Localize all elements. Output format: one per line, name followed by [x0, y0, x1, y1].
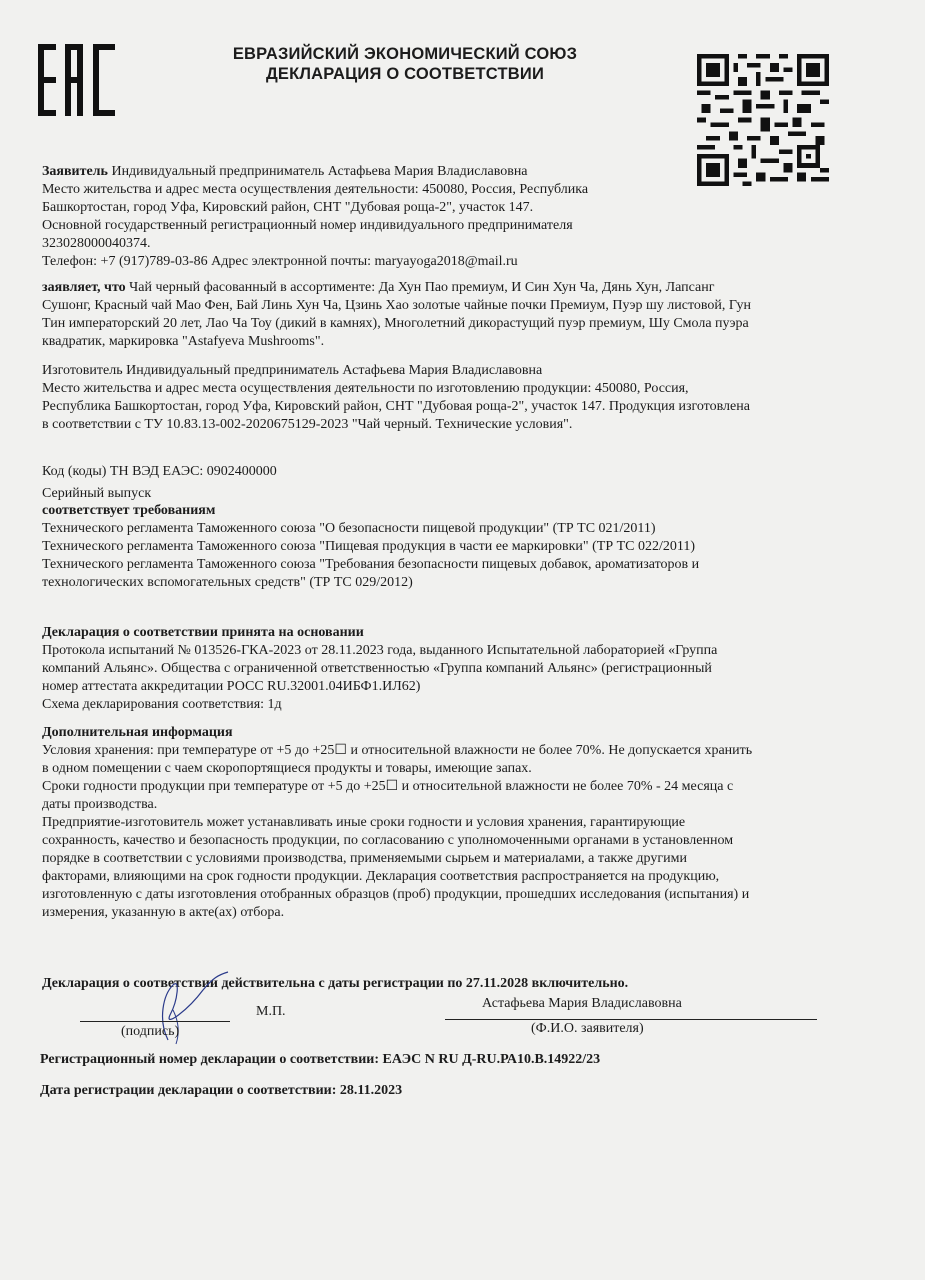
basis-label: Декларация о соответствии принята на основании — [42, 625, 364, 640]
signature-line — [80, 1021, 230, 1022]
declares-label: заявляет, что — [42, 280, 126, 295]
additional-line: порядке в соответствии с условиями производства, применяемыми сырьем и материалами, а также другими — [42, 851, 687, 866]
applicant-ogrn-number: 323028000040374. — [42, 236, 151, 251]
stamp-placeholder: М.П. — [256, 1004, 286, 1019]
title-declaration: ДЕКЛАРАЦИЯ О СООТВЕТСТВИИ — [265, 65, 545, 83]
requirement-line: Технического регламента Таможенного союза "Требования безопасности пищевых добавок, ароматизаторов и — [42, 557, 700, 572]
additional-line: измерения, указанную в акте(ах) отбора. — [42, 905, 285, 920]
basis-line: Протокола испытаний № 013526-ГКА-2023 от 28.11.2023 года, выданного Испытательной лабораторией «Группа — [42, 643, 718, 658]
applicant-name: Индивидуальный предприниматель Астафьева Мария Владиславовна — [107, 164, 528, 179]
additional-line: изготовленную с даты изготовления отобранных образцов (проб) продукции, прошедших исследования (испытания) и — [42, 887, 750, 902]
additional-line: Предприятие-изготовитель может устанавливать иные сроки годности и условия хранения, гарантирующие — [42, 815, 686, 830]
additional-line: факторами, влияющими на срок годности продукции. Декларация соответствия распространяется на продукцию, — [42, 869, 720, 884]
product-line: Чай черный фасованный в ассортименте: Да Хун Пао премиум, И Син Хун Ча, Дянь Хун, Лапсанг — [125, 280, 715, 295]
name-caption: (Ф.И.О. заявителя) — [531, 1021, 644, 1036]
additional-section — [42, 724, 817, 922]
applicant-label: Заявитель — [42, 164, 108, 179]
manufacturer-line: Место жительства и адрес места осуществления деятельности по изготовлению продукции: 450080, Россия, — [42, 381, 689, 396]
additional-line: сохранность, качество и безопасность продукции, по согласованию с уполномоченными органами в установленном — [42, 833, 734, 848]
requirements-label: соответствует требованиям — [42, 503, 216, 518]
applicant-contacts: Телефон: +7 (917)789-03-86 Адрес электронной почты: maryayoga2018@mail.ru — [42, 254, 518, 269]
basis-line: номер аттестата аккредитации РОСС RU.32001.04ИБФ1.ИЛ62) — [42, 679, 421, 694]
name-line — [445, 1019, 817, 1020]
manufacturer-line: в соответствии с ТУ 10.83.13-002-2020675129-2023 "Чай черный. Технические условия". — [42, 417, 573, 432]
applicant-address: Место жительства и адрес места осуществления деятельности: 450080, Россия, Республика — [42, 182, 589, 197]
applicant-ogrn: Основной государственный регистрационный номер индивидуального предпринимателя — [42, 218, 573, 233]
basis-line: компаний Альянс». Общества с ограниченной ответственностью «Группа компаний Альянс» (регистрационный — [42, 661, 712, 676]
validity-statement: Декларация о соответствии действительна с даты регистрации по 27.11.2028 включительно. — [42, 976, 629, 991]
applicant-section — [42, 163, 817, 271]
title-union: ЕВРАЗИЙСКИЙ ЭКОНОМИЧЕСКИЙ СОЮЗ — [232, 45, 578, 63]
requirement-line: Технического регламента Таможенного союза "Пищевая продукция в части ее маркировки" (ТР ТС 022/2011) — [42, 539, 696, 554]
requirement-line: Технического регламента Таможенного союза "О безопасности пищевой продукции" (ТР ТС 021/2011) — [42, 521, 656, 536]
declares-section — [42, 279, 817, 351]
manufacturer-line: Изготовитель Индивидуальный предприниматель Астафьева Мария Владиславовна — [42, 363, 543, 378]
additional-line: Сроки годности продукции при температуре от +5 до +25☐ и относительной влажности не более 70% - 24 месяца с — [42, 779, 734, 794]
codes-section — [42, 461, 817, 505]
eac-logo — [38, 44, 118, 116]
registration-number: Регистрационный номер декларации о соответствии: ЕАЭС N RU Д-RU.РА10.В.14922/23 — [40, 1052, 601, 1067]
signer-name: Астафьева Мария Владиславовна — [482, 996, 682, 1011]
applicant-address-cont: Башкортостан, город Уфа, Кировский район, СНТ "Дубовая роща-2", участок 147. — [42, 200, 534, 215]
additional-label: Дополнительная информация — [42, 725, 233, 740]
basis-section — [42, 624, 817, 714]
manufacturer-line: Республика Башкортостан, город Уфа, Кировский район, СНТ "Дубовая роща-2", участок 147. Продукция изготовлена — [42, 399, 750, 414]
requirement-line: технологических вспомогательных средств" (ТР ТС 029/2012) — [42, 575, 413, 590]
product-line: квадратик, маркировка "Astafyeva Mushrooms". — [42, 334, 325, 349]
manufacturer-section — [42, 362, 817, 434]
additional-line: даты производства. — [42, 797, 158, 812]
additional-line: Условия хранения: при температуре от +5 до +25☐ и относительной влажности не более 70%. Не допускается хранить — [42, 743, 753, 758]
signature-caption: (подпись) — [121, 1024, 180, 1039]
release-type: Серийный выпуск — [42, 486, 152, 501]
scheme-line: Схема декларирования соответствия: 1д — [42, 697, 282, 712]
product-line: Сушонг, Красный чай Мао Фен, Бай Линь Хун Ча, Цзинь Хао золотые чайные почки Премиум, Пуэр шу листовой, Гун — [42, 298, 751, 313]
requirements-section — [42, 502, 817, 592]
additional-line: в одном помещении с чаем скоропортящиеся продукты и товары, имеющие запах. — [42, 761, 532, 776]
product-line: Тин императорский 20 лет, Лао Ча Тоу (дикий в камнях), Многолетний дикорастущий пуэр премиум, Шу Смола пуэра — [42, 316, 749, 331]
registration-date: Дата регистрации декларации о соответствии: 28.11.2023 — [40, 1083, 403, 1098]
tn-ved-code: Код (коды) ТН ВЭД ЕАЭС: 0902400000 — [42, 464, 277, 479]
document-title — [175, 44, 635, 84]
